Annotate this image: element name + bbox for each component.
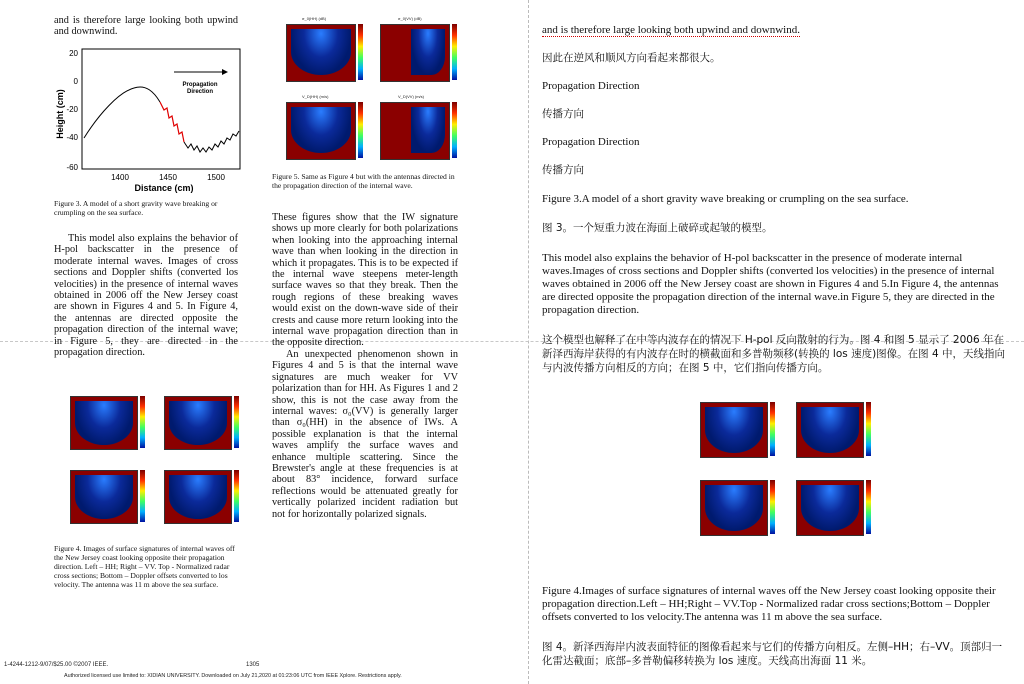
rt-fig3-caption: Figure 3.A model of a short gravity wave breaking or crumpling on the sea surface.	[542, 193, 909, 205]
xtick-1450: 1450	[159, 173, 177, 182]
colorbar	[770, 402, 775, 456]
page-number: 1305	[246, 662, 260, 668]
ytick-0: 0	[73, 77, 78, 86]
ytick-20: 20	[69, 49, 78, 58]
panel-title-hh-doppler: V_D(HH) (m/s)	[302, 94, 329, 99]
rt-figure-4-panels	[686, 398, 876, 548]
col2-para-1: These figures show that the IW signature shows up more clearly for both polarizations when looking into the approaching internal wave than when looking in the direction in which it propagates. This is to be expected if the internal wave steepens meter-length surface waves so that they break. Then the rough regions of these breaking waves would exist on the down-wave side of their crests and cause more return looking into the internal wave propagation direction than in the opposite direction.	[272, 212, 458, 349]
col1-para-text: This model also explains the behavior of H-pol backscatter in the presence of moderate internal waves. Images of cross sections and Doppler shifts (converted los velocities) in the presence of internal waves obtained in 2006 off the New Jersey coast are shown in Figures 4 and 5. In Figure 4, the antennas are directed opposite the propagation direction of the internal wave; in Figure 5, they are directed in the propagation direction.	[54, 233, 238, 359]
panel-title-hh: σ_0(HH) (dB)	[302, 16, 327, 21]
colorbar	[866, 402, 871, 456]
panel-vv-cross-section	[380, 24, 450, 82]
xtick-1500: 1500	[207, 173, 225, 182]
colorbar	[140, 396, 145, 448]
colorbar	[358, 24, 363, 80]
col1-top-text: and is therefore large looking both upwind and downwind.	[54, 15, 238, 38]
panel-vv-doppler	[796, 480, 864, 536]
x-axis-label: Distance (cm)	[134, 183, 194, 193]
colorbar	[452, 24, 457, 80]
figure-3-plot	[54, 44, 244, 194]
rt-line-4-cn: 传播方向	[542, 108, 584, 120]
panel-vv-doppler	[164, 470, 232, 524]
panel-vv-cross-section	[164, 396, 232, 450]
figure-3	[54, 44, 244, 194]
panel-hh-doppler	[70, 470, 138, 524]
colorbar	[770, 480, 775, 534]
colorbar	[234, 396, 239, 448]
panel-hh-cross-section	[70, 396, 138, 450]
y-axis-label: Height (cm)	[55, 89, 65, 139]
figure-3-caption: Figure 3. A model of a short gravity wave breaking or crumpling on the sea surface.	[54, 199, 218, 217]
panel-vv-doppler	[380, 102, 450, 160]
rt-line-6-cn: 传播方向	[542, 164, 584, 176]
ytick-m60: -60	[66, 163, 78, 172]
colorbar	[358, 102, 363, 158]
rt-line-5: Propagation Direction	[542, 136, 640, 148]
figure-5-caption: Figure 5. Same as Figure 4 but with the antennas directed in the propagation direction of the internal wave.	[272, 172, 455, 190]
ytick-m20: -20	[66, 105, 78, 114]
left-column-1	[54, 15, 238, 38]
page-divider	[528, 0, 529, 684]
rt-fig4-caption-cn: 图 4。新泽西海岸内波表面特征的图像看起来与它们的传播方向相反。左侧–HH；右–VV。顶部归一化雷达截面；底部–多普勒偏移转换为 los 速度。天线高出海面 11 米。	[542, 641, 1003, 667]
footer-license: Authorized licensed use limited to: XIDIAN UNIVERSITY. Downloaded on July 21,2020 at 01:23:06 UTC from IEEE Xplore. Restrictions apply.	[64, 673, 402, 679]
rt-fig4-caption: Figure 4.Images of surface signatures of internal waves off the New Jersey coast looking opposite their propagation direction.Left – HH;Right – VV.Top - Normalized radar cross sections;Bottom – Doppler offsets converted to los velocity.The antenna was 11 m above the sea surface.	[542, 585, 996, 623]
col2-para-2: An unexpected phenomenon shown in Figures 4 and 5 is that the internal wave signatures are much weaker for VV polarization than for HH. As Figures 1 and 2 show, this is not the case away from the internal waves: σ₀(VV) is generally larger than σ₀(HH) in the absence of IWs. A possible explanation is that the internal waves amplify the surface waves and enhance multiple scattering. Since the Brewster's angle at these frequencies is at about 83° incidence, forward surface reflections would be attenuated greatly for vertically polarized incident radiation but not for horizontally polarized signals.	[272, 348, 458, 520]
figure-4-panels	[56, 392, 246, 540]
rt-fig3-caption-cn: 图 3。一个短重力波在海面上破碎或起皱的模型。	[542, 222, 773, 234]
figure-5-panels	[272, 16, 464, 166]
panel-hh-cross-section	[700, 402, 768, 458]
rt-paragraph-cn: 这个模型也解释了在中等内波存在的情况下 H-pol 反向散射的行为。图 4 和图 5 显示了 2006 年在新泽西海岸获得的有内波存在时的横截面和多普勒频移(转换的 los 速度)图像。在图 4 中，天线指向与内波传播方向相反的方向；在图 5 中，它们指向传播方向。	[542, 334, 1006, 374]
colorbar	[234, 470, 239, 522]
col1-paragraph	[54, 233, 238, 358]
xtick-1400: 1400	[111, 173, 129, 182]
panel-hh-doppler	[700, 480, 768, 536]
rt-line-1: and is therefore large looking both upwind and downwind.	[542, 24, 800, 36]
left-column-2	[272, 212, 458, 520]
figure-4-caption: Figure 4. Images of surface signatures of internal waves off the New Jersey coast looking opposite their propagation direction. Left – HH; Right – VV. Top - Normalized radar cross sections; Bottom – Doppler offsets converted to los velocity. The antenna was 11 m above the sea surface.	[54, 544, 235, 589]
panel-hh-cross-section	[286, 24, 356, 82]
propagation-direction-label: Propagation Direction	[182, 82, 218, 95]
colorbar	[140, 470, 145, 522]
colorbar	[452, 102, 457, 158]
panel-title-vv: σ_0(VV) (dB)	[398, 16, 422, 21]
panel-title-vv-doppler: V_D(VV) (m/s)	[398, 94, 424, 99]
panel-vv-cross-section	[796, 402, 864, 458]
rt-line-3: Propagation Direction	[542, 80, 640, 92]
rt-line-2-cn: 因此在逆风和顺风方向看起来都很大。	[542, 52, 721, 64]
panel-hh-doppler	[286, 102, 356, 160]
colorbar	[866, 480, 871, 534]
ytick-m40: -40	[66, 133, 78, 142]
rt-paragraph: This model also explains the behavior of H-pol backscatter in the presence of moderate internal waves.Images of cross sections and Doppler shifts (converted los velocities) in the presence of internal waves obtained in 2006 off the New Jersey coast are shown in Figures 4 and 5.In Figure 4, the antennas are directed opposite the propagation direction of the internal wave.in Figure 5, they are directed in the propagation direction.	[542, 252, 999, 316]
footer-copyright: 1-4244-1212-9/07/$25.00 ©2007 IEEE.	[4, 662, 109, 668]
